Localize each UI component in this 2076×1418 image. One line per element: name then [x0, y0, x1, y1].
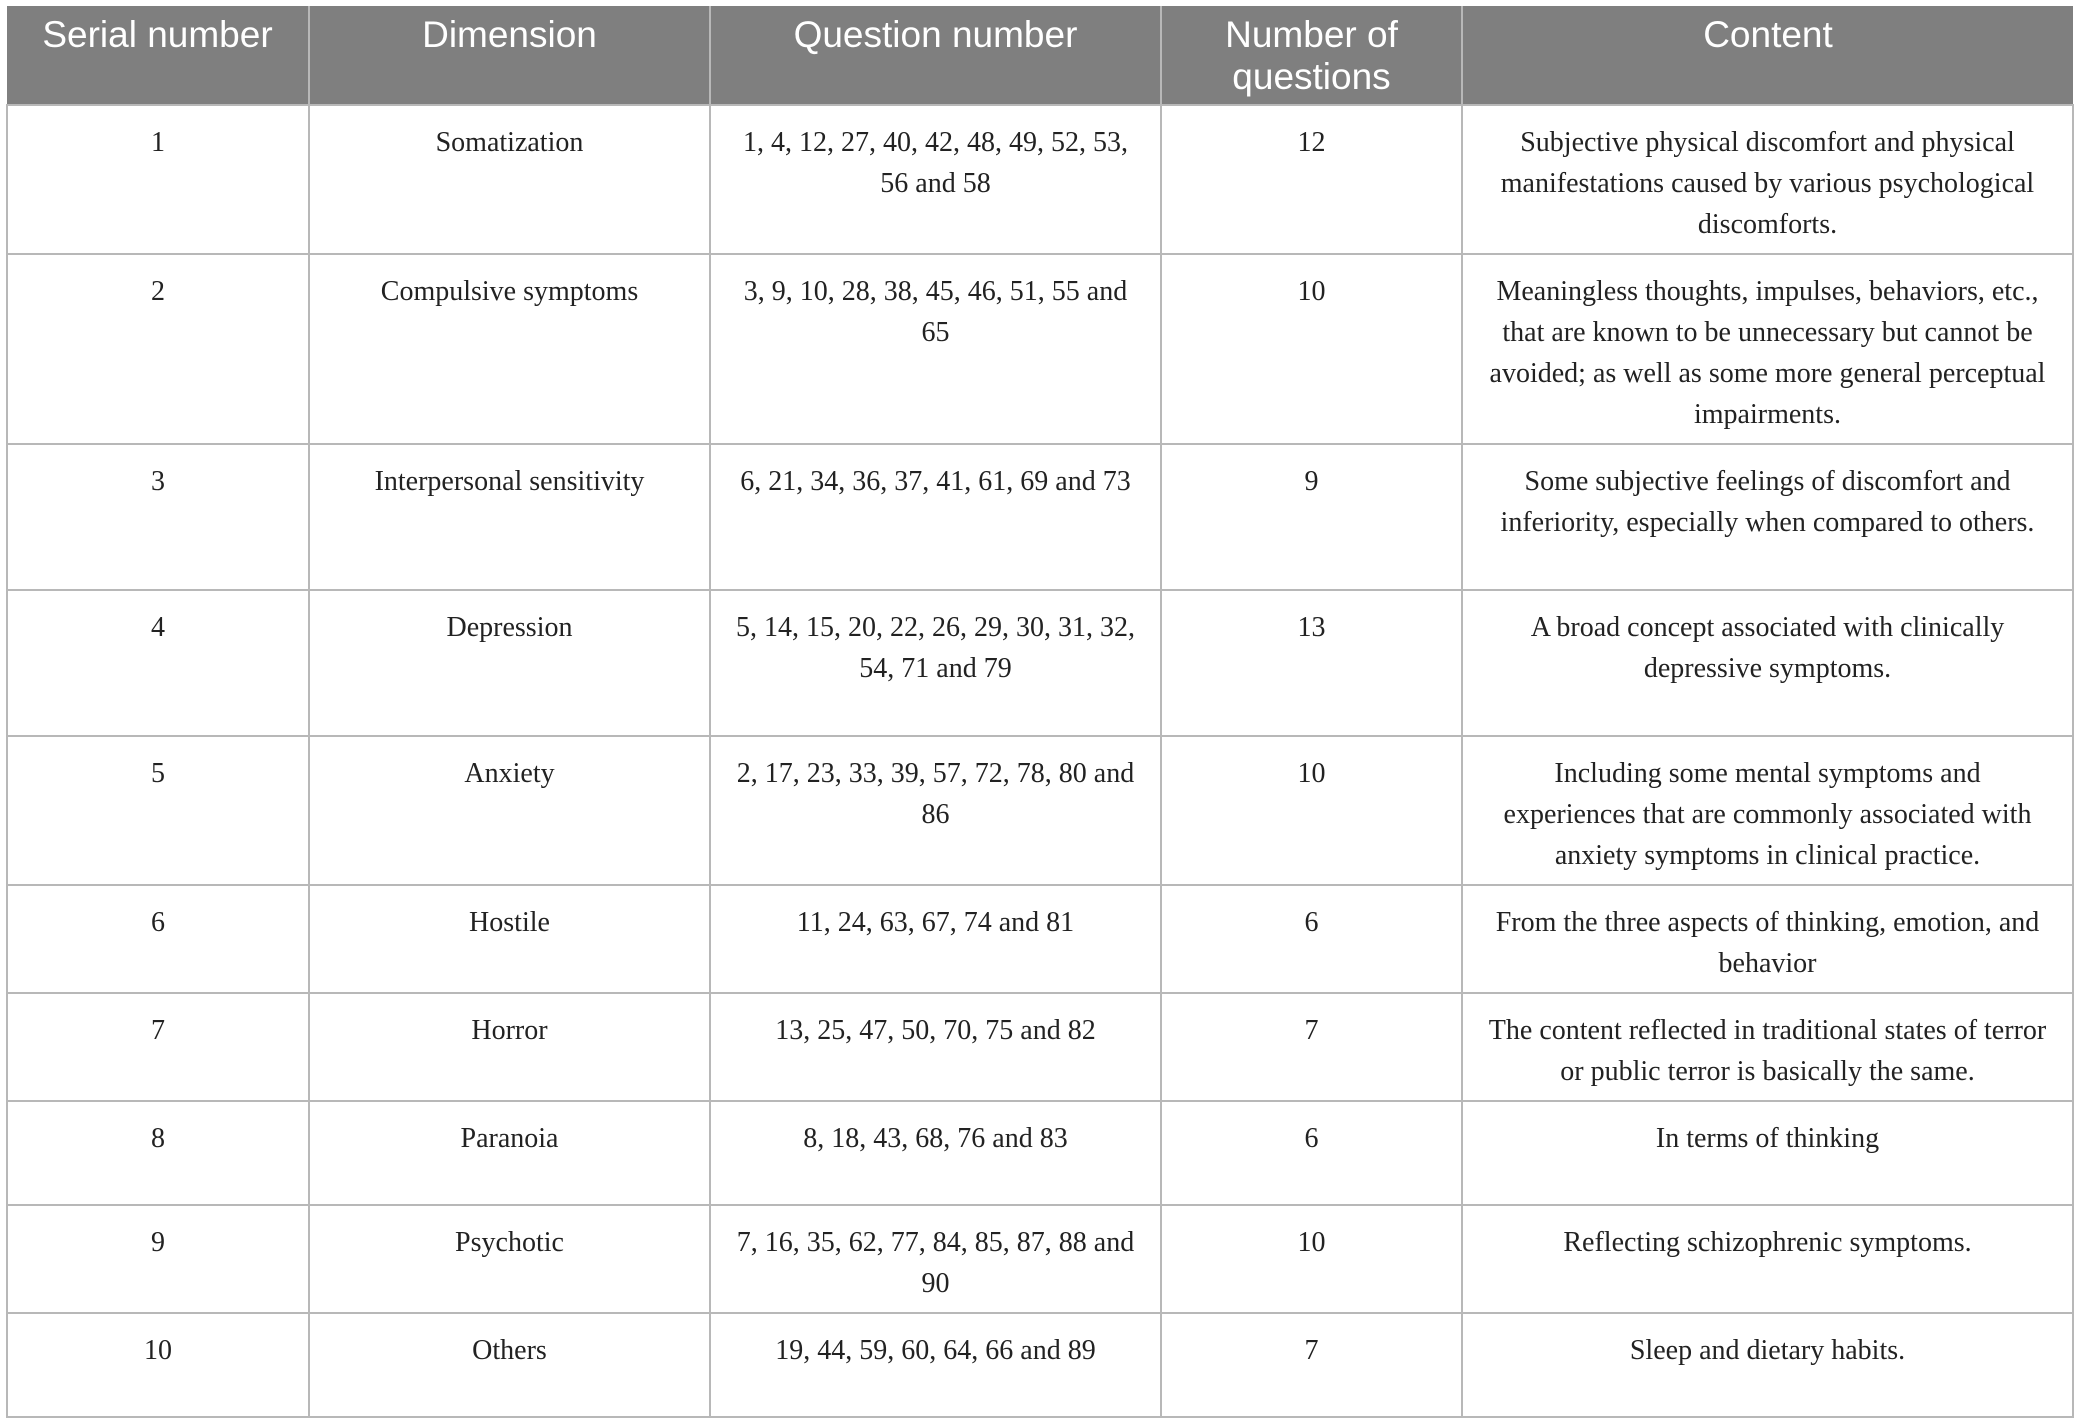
cell-number-of-questions: 10 — [1161, 254, 1462, 444]
cell-number-of-questions: 10 — [1161, 1205, 1462, 1313]
cell-dimension: Anxiety — [309, 736, 710, 885]
cell-question-number: 3, 9, 10, 28, 38, 45, 46, 51, 55 and 65 — [710, 254, 1161, 444]
cell-serial-number: 5 — [7, 736, 309, 885]
cell-dimension: Paranoia — [309, 1101, 710, 1205]
cell-question-number: 1, 4, 12, 27, 40, 42, 48, 49, 52, 53, 56 and 58 — [710, 105, 1161, 254]
cell-content: Subjective physical discomfort and physical manifestations caused by various psychological discomforts. — [1462, 105, 2073, 254]
cell-serial-number: 10 — [7, 1313, 309, 1417]
cell-dimension: Compulsive symptoms — [309, 254, 710, 444]
cell-dimension: Others — [309, 1313, 710, 1417]
table-row — [7, 254, 2073, 444]
cell-dimension: Horror — [309, 993, 710, 1101]
cell-content: A broad concept associated with clinically depressive symptoms. — [1462, 590, 2073, 736]
header-number-of-questions — [1161, 6, 1462, 105]
header-serial-number: Serial number — [7, 6, 309, 105]
cell-serial-number: 8 — [7, 1101, 309, 1205]
header-dimension: Dimension — [309, 6, 710, 105]
table-row — [7, 1313, 2073, 1417]
cell-number-of-questions: 7 — [1161, 1313, 1462, 1417]
cell-number-of-questions: 10 — [1161, 736, 1462, 885]
table-row — [7, 444, 2073, 590]
cell-question-number: 5, 14, 15, 20, 22, 26, 29, 30, 31, 32, 54, 71 and 79 — [710, 590, 1161, 736]
cell-dimension: Psychotic — [309, 1205, 710, 1313]
table-header — [7, 6, 2073, 105]
cell-serial-number: 9 — [7, 1205, 309, 1313]
cell-number-of-questions: 9 — [1161, 444, 1462, 590]
cell-dimension: Interpersonal sensitivity — [309, 444, 710, 590]
cell-question-number: 8, 18, 43, 68, 76 and 83 — [710, 1101, 1161, 1205]
table-container — [6, 6, 2072, 1418]
cell-question-number: 19, 44, 59, 60, 64, 66 and 89 — [710, 1313, 1161, 1417]
cell-content: Some subjective feelings of discomfort and inferiority, especially when compared to others. — [1462, 444, 2073, 590]
cell-dimension: Hostile — [309, 885, 710, 993]
cell-question-number: 13, 25, 47, 50, 70, 75 and 82 — [710, 993, 1161, 1101]
cell-question-number: 2, 17, 23, 33, 39, 57, 72, 78, 80 and 86 — [710, 736, 1161, 885]
cell-number-of-questions: 7 — [1161, 993, 1462, 1101]
table-row — [7, 105, 2073, 254]
cell-serial-number: 1 — [7, 105, 309, 254]
data-table — [6, 6, 2074, 1418]
table-row — [7, 993, 2073, 1101]
cell-content: Reflecting schizophrenic symptoms. — [1462, 1205, 2073, 1313]
cell-dimension: Somatization — [309, 105, 710, 254]
cell-content: Including some mental symptoms and experiences that are commonly associated with anxiety symptoms in clinical practice. — [1462, 736, 2073, 885]
header-row — [7, 6, 2073, 105]
header-number-of-questions-label: Number of questions — [1225, 14, 1398, 97]
table-row — [7, 590, 2073, 736]
cell-question-number: 7, 16, 35, 62, 77, 84, 85, 87, 88 and 90 — [710, 1205, 1161, 1313]
cell-content: The content reflected in traditional states of terror or public terror is basically the same. — [1462, 993, 2073, 1101]
cell-number-of-questions: 12 — [1161, 105, 1462, 254]
table-row — [7, 1205, 2073, 1313]
cell-serial-number: 3 — [7, 444, 309, 590]
cell-content: From the three aspects of thinking, emotion, and behavior — [1462, 885, 2073, 993]
cell-number-of-questions: 6 — [1161, 885, 1462, 993]
cell-number-of-questions: 6 — [1161, 1101, 1462, 1205]
table-row — [7, 736, 2073, 885]
header-question-number: Question number — [710, 6, 1161, 105]
cell-question-number: 6, 21, 34, 36, 37, 41, 61, 69 and 73 — [710, 444, 1161, 590]
cell-content: Meaningless thoughts, impulses, behaviors, etc., that are known to be unnecessary but cannot be avoided; as well as some more general perceptual impairments. — [1462, 254, 2073, 444]
cell-serial-number: 6 — [7, 885, 309, 993]
cell-serial-number: 2 — [7, 254, 309, 444]
table-body — [7, 105, 2073, 1417]
cell-serial-number: 4 — [7, 590, 309, 736]
cell-dimension: Depression — [309, 590, 710, 736]
cell-content: Sleep and dietary habits. — [1462, 1313, 2073, 1417]
header-content: Content — [1462, 6, 2073, 105]
cell-number-of-questions: 13 — [1161, 590, 1462, 736]
cell-question-number: 11, 24, 63, 67, 74 and 81 — [710, 885, 1161, 993]
table-row — [7, 1101, 2073, 1205]
cell-content: In terms of thinking — [1462, 1101, 2073, 1205]
cell-serial-number: 7 — [7, 993, 309, 1101]
table-row — [7, 885, 2073, 993]
